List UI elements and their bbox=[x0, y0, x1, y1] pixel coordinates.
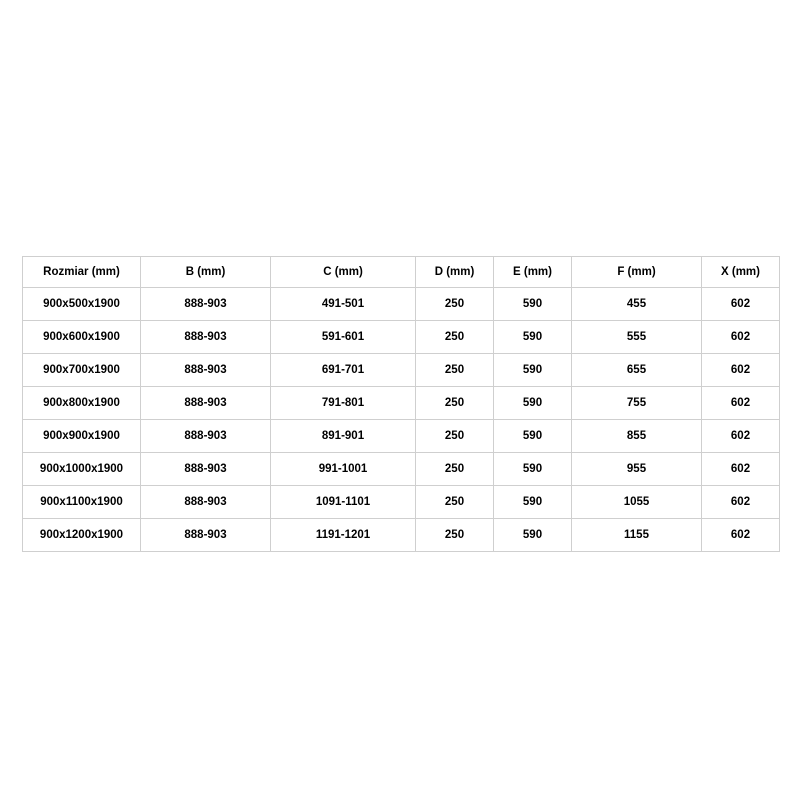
cell-d: 250 bbox=[416, 387, 494, 420]
cell-f: 855 bbox=[572, 420, 702, 453]
cell-e: 590 bbox=[494, 486, 572, 519]
cell-c: 791-801 bbox=[271, 387, 416, 420]
cell-d: 250 bbox=[416, 453, 494, 486]
cell-e: 590 bbox=[494, 321, 572, 354]
cell-c: 1191-1201 bbox=[271, 519, 416, 552]
size-table-container bbox=[22, 256, 779, 552]
column-header-e: E (mm) bbox=[494, 257, 572, 288]
column-header-f: F (mm) bbox=[572, 257, 702, 288]
cell-rozmiar: 900x800x1900 bbox=[23, 387, 141, 420]
cell-f: 1055 bbox=[572, 486, 702, 519]
cell-d: 250 bbox=[416, 519, 494, 552]
column-header-c: C (mm) bbox=[271, 257, 416, 288]
cell-c: 591-601 bbox=[271, 321, 416, 354]
cell-b: 888-903 bbox=[141, 288, 271, 321]
cell-rozmiar: 900x1200x1900 bbox=[23, 519, 141, 552]
table-row bbox=[23, 288, 780, 321]
cell-f: 1155 bbox=[572, 519, 702, 552]
cell-b: 888-903 bbox=[141, 519, 271, 552]
cell-c: 1091-1101 bbox=[271, 486, 416, 519]
cell-b: 888-903 bbox=[141, 354, 271, 387]
cell-b: 888-903 bbox=[141, 453, 271, 486]
table-row bbox=[23, 453, 780, 486]
cell-c: 691-701 bbox=[271, 354, 416, 387]
cell-e: 590 bbox=[494, 453, 572, 486]
cell-c: 891-901 bbox=[271, 420, 416, 453]
cell-d: 250 bbox=[416, 354, 494, 387]
cell-b: 888-903 bbox=[141, 387, 271, 420]
cell-c: 991-1001 bbox=[271, 453, 416, 486]
cell-e: 590 bbox=[494, 420, 572, 453]
column-header-x: X (mm) bbox=[702, 257, 780, 288]
cell-e: 590 bbox=[494, 387, 572, 420]
dimensions-table bbox=[22, 256, 780, 552]
table-row bbox=[23, 387, 780, 420]
cell-b: 888-903 bbox=[141, 321, 271, 354]
cell-f: 955 bbox=[572, 453, 702, 486]
table-row bbox=[23, 354, 780, 387]
cell-b: 888-903 bbox=[141, 420, 271, 453]
cell-x: 602 bbox=[702, 486, 780, 519]
table-header-row bbox=[23, 257, 780, 288]
table-row bbox=[23, 420, 780, 453]
cell-e: 590 bbox=[494, 519, 572, 552]
table-row bbox=[23, 321, 780, 354]
cell-x: 602 bbox=[702, 420, 780, 453]
table-body bbox=[23, 288, 780, 552]
cell-e: 590 bbox=[494, 288, 572, 321]
cell-d: 250 bbox=[416, 288, 494, 321]
cell-rozmiar: 900x500x1900 bbox=[23, 288, 141, 321]
cell-x: 602 bbox=[702, 453, 780, 486]
cell-rozmiar: 900x900x1900 bbox=[23, 420, 141, 453]
cell-rozmiar: 900x600x1900 bbox=[23, 321, 141, 354]
cell-e: 590 bbox=[494, 354, 572, 387]
cell-b: 888-903 bbox=[141, 486, 271, 519]
cell-x: 602 bbox=[702, 354, 780, 387]
cell-d: 250 bbox=[416, 420, 494, 453]
cell-f: 455 bbox=[572, 288, 702, 321]
cell-f: 755 bbox=[572, 387, 702, 420]
cell-rozmiar: 900x1100x1900 bbox=[23, 486, 141, 519]
cell-x: 602 bbox=[702, 288, 780, 321]
table-row bbox=[23, 486, 780, 519]
cell-f: 655 bbox=[572, 354, 702, 387]
cell-d: 250 bbox=[416, 321, 494, 354]
column-header-d: D (mm) bbox=[416, 257, 494, 288]
cell-c: 491-501 bbox=[271, 288, 416, 321]
column-header-b: B (mm) bbox=[141, 257, 271, 288]
table-header bbox=[23, 257, 780, 288]
cell-d: 250 bbox=[416, 486, 494, 519]
cell-rozmiar: 900x700x1900 bbox=[23, 354, 141, 387]
cell-rozmiar: 900x1000x1900 bbox=[23, 453, 141, 486]
cell-x: 602 bbox=[702, 387, 780, 420]
cell-x: 602 bbox=[702, 519, 780, 552]
column-header-rozmiar: Rozmiar (mm) bbox=[23, 257, 141, 288]
table-row bbox=[23, 519, 780, 552]
cell-x: 602 bbox=[702, 321, 780, 354]
cell-f: 555 bbox=[572, 321, 702, 354]
